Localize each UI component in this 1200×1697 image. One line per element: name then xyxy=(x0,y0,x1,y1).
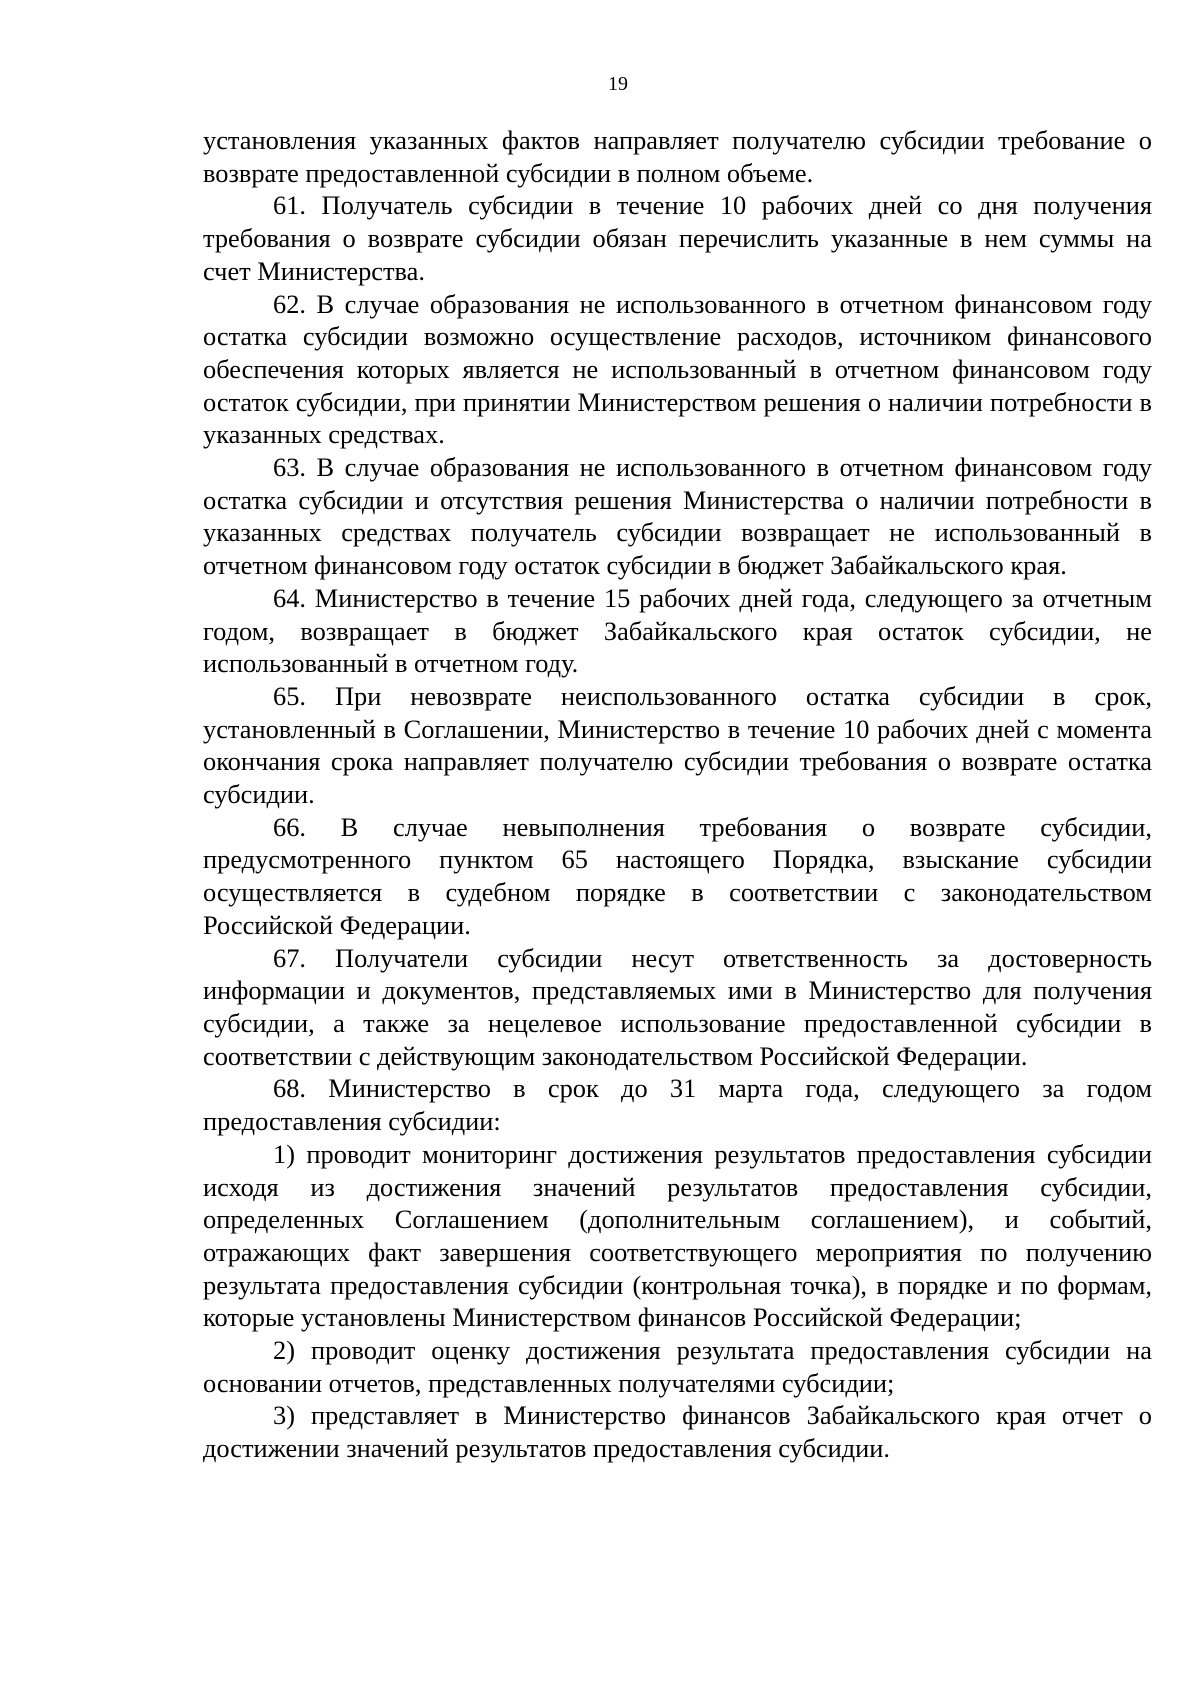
paragraph-62: 62. В случае образования не использованного в отчетном финансовом году остатка субсидии возможно осуществление расходов, источником финансового обеспечения которых является не использованный в отчетном финансовом году остаток субсидии, при принятии Министерством решения о наличии потребности в указанных средствах. xyxy=(203,288,1152,450)
paragraph-67: 67. Получатели субсидии несут ответственность за достоверность информации и документов, представляемых ими в Министерство для получения субсидии, а также за нецелевое использование предоставленной субсидии в соответствии с действующим законодательством Российской Федерации. xyxy=(203,942,1152,1071)
paragraph-61: 61. Получатель субсидии в течение 10 рабочих дней со дня получения требования о возврате субсидии обязан перечислить указанные в нем суммы на счет Министерства. xyxy=(203,190,1152,286)
paragraph-63: 63. В случае образования не использованного в отчетном финансовом году остатка субсидии и отсутствия решения Министерства о наличии потребности в указанных средствах получатель субсидии возвращает не использованный в отчетном финансовом году остаток субсидии в бюджет Забайкальского края. xyxy=(203,452,1152,581)
paragraph-64: 64. Министерство в течение 15 рабочих дней года, следующего за отчетным годом, возвращает в бюджет Забайкальского края остаток субсидии, не использованный в отчетном году. xyxy=(203,582,1152,679)
paragraph-66: 66. В случае невыполнения требования о возврате субсидии, предусмотренного пунктом 65 настоящего Порядка, взыскание субсидии осуществляется в судебном порядке в соответствии с законодательством Российской Федерации. xyxy=(203,811,1152,940)
paragraph-continuation: установления указанных фактов направляет получателю субсидии требование о возврате предоставленной субсидии в полном объеме. xyxy=(203,125,1152,188)
list-item-68-3: 3) представляет в Министерство финансов Забайкальского края отчет о достижении значений результатов предоставления субсидии. xyxy=(203,1400,1152,1464)
document-body xyxy=(203,124,1152,1465)
paragraph-65: 65. При невозврате неиспользованного остатка субсидии в срок, установленный в Соглашении, Министерство в течение 10 рабочих дней с момента окончания срока направляет получателю субсидии требования о возврате остатка субсидии. xyxy=(203,680,1152,810)
list-item-68-1: 1) проводит мониторинг достижения результатов предоставления субсидии исходя из достижения значений результатов предоставления субсидии, определенных Соглашением (дополнительным соглашением), и событий, отражающих факт завершения соответствующего мероприятия по получению результата предоставления субсидии (контрольная точка), в порядке и по формам, которые установлены Министерством финансов Российской Федерации; xyxy=(203,1138,1152,1333)
page-number: 19 xyxy=(608,73,628,95)
paragraph-68: 68. Министерство в срок до 31 марта года, следующего за годом предоставления субсидии: xyxy=(203,1073,1152,1137)
list-item-68-2: 2) проводит оценку достижения результата предоставления субсидии на основании отчетов, представленных получателями субсидии; xyxy=(203,1335,1152,1398)
